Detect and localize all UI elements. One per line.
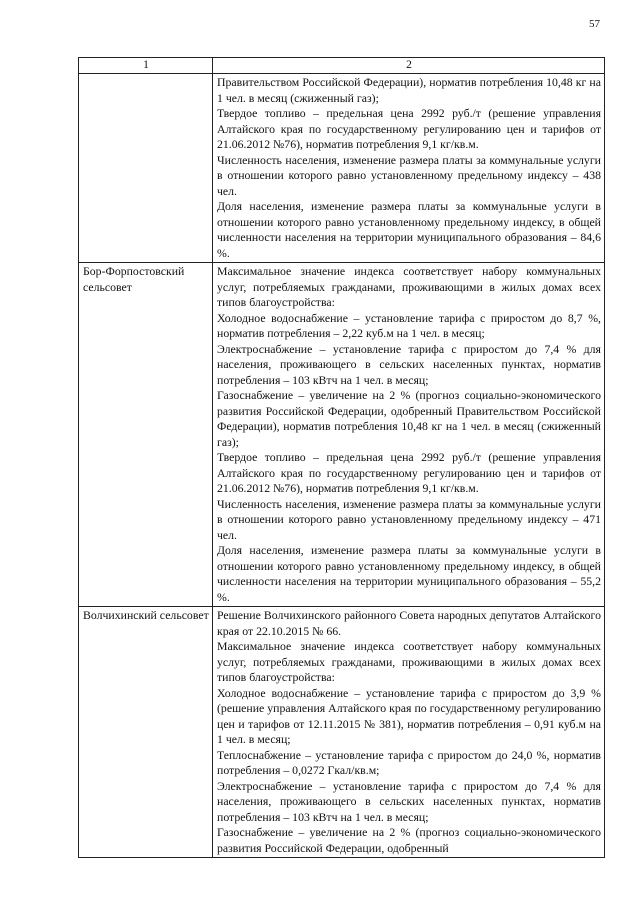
municipality-name <box>79 74 213 263</box>
column-header-2: 2 <box>213 58 605 74</box>
paragraph: Электроснабжение – установление тарифа с приростом до 7,4 % для населения, проживающего в сельских населенных пунктах, норматив потребления – 103 кВтч на 1 чел. в месяц; <box>217 341 601 387</box>
paragraph: Максимальное значение индекса соответствует набору коммунальных услуг, потребляемых гражданами, проживающими в жилых домах всех типов благоустройства: <box>217 639 601 684</box>
paragraph: Газоснабжение – увеличение на 2 % (прогноз социально-экономического развития Российской Федерации, одобренный <box>217 825 601 855</box>
paragraph: Теплоснабжение – установление тарифа с приростом до 24,0 %, норматив потребления – 0,0272 Гкал/кв.м; <box>217 747 601 777</box>
column-header-1: 1 <box>79 58 213 74</box>
table-header-row <box>79 58 605 74</box>
paragraph: Численность населения, изменение размера платы за коммунальные услуги в отношении которого равно установленному предельному индексу – 471 чел. <box>217 496 601 542</box>
page-number: 57 <box>589 18 600 30</box>
paragraph: Максимальное значение индекса соответствует набору коммунальных услуг, потребляемых гражданами, проживающими в жилых домах всех типов благоустройства: <box>217 264 601 309</box>
paragraph: Холодное водоснабжение – установление тарифа с приростом до 3,9 % (решение управления Алтайского края по государственному регулированию цен и тарифов от 12.11.2015 № 381), норматив потребления – 0,91 куб.м на 1 чел. в месяц; <box>217 685 601 746</box>
document-table <box>78 57 605 858</box>
paragraph: Холодное водоснабжение – установление тарифа с приростом до 8,7 %, норматив потребления – 2,22 куб.м на 1 чел. в месяц; <box>217 310 601 340</box>
paragraph: Газоснабжение – увеличение на 2 % (прогноз социально-экономического развития Российской Федерации, одобренный Правительством Российской Федерации), норматив потребления 10,48 кг на 1 чел. в месяц (сжиженный газ); <box>217 388 601 449</box>
paragraph: Твердое топливо – предельная цена 2992 руб./т (решение управления Алтайского края по государственному регулированию цен и тарифов от 21.06.2012 №76), норматив потребления 9,1 кг/кв.м. <box>217 450 601 495</box>
municipality-name: Бор-Форпостовский сельсовет <box>79 263 213 607</box>
paragraph: Доля населения, изменение размера платы за коммунальные услуги в отношении которого равно установленному предельному индексу, в общей численности населения на территории муниципального образования – 84,6 %. <box>217 199 601 260</box>
municipality-name: Волчихинский сельсовет <box>79 607 213 858</box>
paragraph: Численность населения, изменение размера платы за коммунальные услуги в отношении которого равно установленному предельному индексу – 438 чел. <box>217 152 601 198</box>
row-content <box>213 607 605 858</box>
paragraph: Доля населения, изменение размера платы за коммунальные услуги в отношении которого равно установленному предельному индексу, в общей численности населения на территории муниципального образования – 55,2 %. <box>217 543 601 604</box>
paragraph: Электроснабжение – установление тарифа с приростом до 7,4 % для населения, проживающего в сельских населенных пунктах, норматив потребления – 103 кВтч на 1 чел. в месяц; <box>217 778 601 824</box>
paragraph: Твердое топливо – предельная цена 2992 руб./т (решение управления Алтайского края по государственному регулированию цен и тарифов от 21.06.2012 №76), норматив потребления 9,1 кг/кв.м. <box>217 106 601 151</box>
table-row <box>79 263 605 607</box>
row-content <box>213 263 605 607</box>
table-row <box>79 607 605 858</box>
paragraph: Решение Волчихинского районного Совета народных депутатов Алтайского края от 22.10.2015 № 66. <box>217 608 601 638</box>
table-row <box>79 74 605 263</box>
row-content <box>213 74 605 263</box>
paragraph: Правительством Российской Федерации), норматив потребления 10,48 кг на 1 чел. в месяц (сжиженный газ); <box>217 75 601 105</box>
